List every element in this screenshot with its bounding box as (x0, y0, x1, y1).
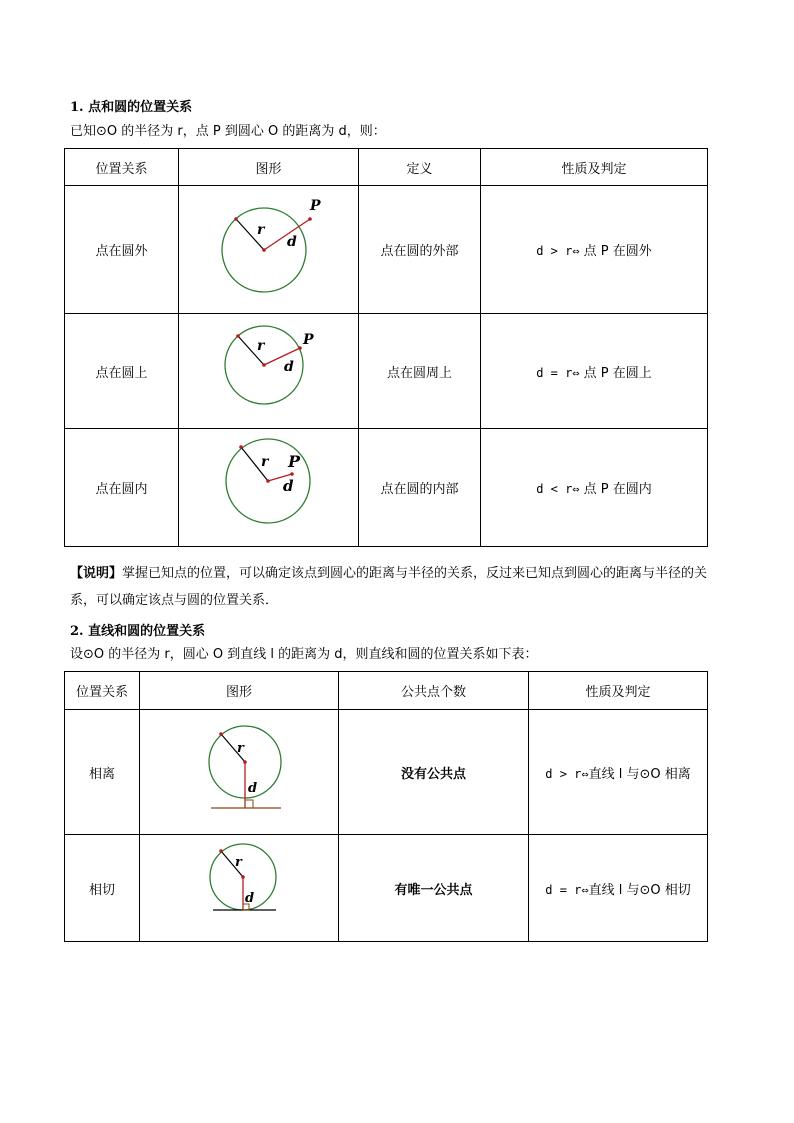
header-property: 性质及判定 (529, 672, 708, 710)
center-point (266, 479, 270, 483)
property-text: 直线 l 与⊙O 相离 (588, 766, 691, 782)
common-points-cell: 没有公共点 (339, 710, 529, 835)
distance-segment (264, 348, 300, 365)
property-cell (481, 429, 708, 547)
radius-end-point (219, 849, 223, 853)
figure-cell (179, 314, 359, 429)
label-r: r (234, 855, 242, 870)
point-circle-table (64, 148, 708, 547)
label-d: d (283, 359, 294, 375)
center-point (243, 760, 247, 764)
table-row (65, 710, 708, 835)
property-expression: d = r⇔ (536, 365, 580, 380)
header-definition: 定义 (359, 149, 481, 186)
header-figure: 图形 (140, 672, 339, 710)
label-r: r (256, 338, 264, 354)
property-cell (481, 314, 708, 429)
table-row (65, 835, 708, 942)
radius-end-point (236, 334, 240, 338)
center-point (262, 248, 266, 252)
common-points-cell: 有唯一公共点 (339, 835, 529, 942)
line-tangent-diagram (141, 835, 338, 937)
radius-end-point (219, 732, 223, 736)
note-paragraph (70, 560, 730, 614)
table-row (65, 314, 708, 429)
header-figure: 图形 (179, 149, 359, 186)
header-common-points: 公共点个数 (339, 672, 529, 710)
property-text: 点 P 在圆外 (579, 244, 652, 259)
section2-heading: 2. 直线和圆的位置关系 (70, 624, 206, 639)
line-separate-diagram (141, 710, 338, 830)
figure-cell (140, 835, 339, 942)
figure-cell (179, 429, 359, 547)
point-on-circle-diagram (180, 314, 358, 424)
property-expression: d < r⇔ (536, 482, 580, 496)
center-point (262, 363, 266, 367)
point-p (298, 346, 302, 350)
header-relation: 位置关系 (65, 149, 179, 186)
label-d: d (247, 781, 257, 796)
point-p (308, 217, 312, 221)
center-point (241, 875, 245, 879)
relation-cell: 点在圆外 (65, 186, 179, 314)
table-header-row (65, 149, 708, 186)
line-circle-table (64, 671, 708, 942)
radius-end-point (239, 445, 243, 449)
section1-intro: 已知⊙O 的半径为 r，点 P 到圆心 O 的距离为 d，则： (70, 124, 386, 139)
table-row (65, 429, 708, 547)
label-p: P (302, 332, 314, 348)
header-relation: 位置关系 (65, 672, 140, 710)
relation-cell: 相离 (65, 710, 140, 835)
property-text: 直线 l 与⊙O 相切 (588, 882, 691, 898)
property-expression: d = r⇔ (545, 882, 589, 897)
figure-cell (179, 186, 359, 314)
relation-cell: 相切 (65, 835, 140, 942)
property-text: 点 P 在圆内 (579, 482, 652, 497)
property-cell (481, 186, 708, 314)
definition-cell: 点在圆的内部 (359, 429, 481, 547)
property-expression: d > r⇔ (536, 244, 580, 258)
property-cell (529, 835, 708, 942)
table-row (65, 186, 708, 314)
label-r: r (260, 454, 268, 470)
note-label: 【说明】 (70, 566, 123, 581)
label-d: d (244, 891, 254, 906)
label-p: P (309, 198, 321, 214)
point-p (290, 472, 294, 476)
definition-cell: 点在圆的外部 (359, 186, 481, 314)
property-text: 点 P 在圆上 (579, 365, 652, 381)
label-p: P (287, 452, 300, 471)
label-r: r (256, 222, 264, 238)
property-expression: d > r⇔ (545, 766, 589, 781)
point-outside-diagram (180, 186, 358, 309)
label-d: d (282, 477, 293, 495)
right-angle-mark (245, 800, 253, 808)
radius-end-point (234, 217, 238, 221)
point-inside-diagram (180, 429, 358, 542)
definition-cell: 点在圆周上 (359, 314, 481, 429)
relation-cell: 点在圆上 (65, 314, 179, 429)
note-text: 掌握已知点的位置，可以确定该点到圆心的距离与半径的关系，反过来已知点到圆心的距离与半径的关系，可以确定该点与圆的位置关系． (70, 566, 708, 608)
label-d: d (286, 234, 297, 250)
section1-heading: 1. 点和圆的位置关系 (70, 100, 193, 115)
section2-intro: 设⊙O 的半径为 r，圆心 O 到直线 l 的距离为 d，则直线和圆的位置关系如下表： (70, 647, 538, 662)
figure-cell (140, 710, 339, 835)
relation-cell: 点在圆内 (65, 429, 179, 547)
label-r: r (236, 741, 244, 756)
header-property: 性质及判定 (481, 149, 708, 186)
property-cell (529, 710, 708, 835)
table-header-row (65, 672, 708, 710)
